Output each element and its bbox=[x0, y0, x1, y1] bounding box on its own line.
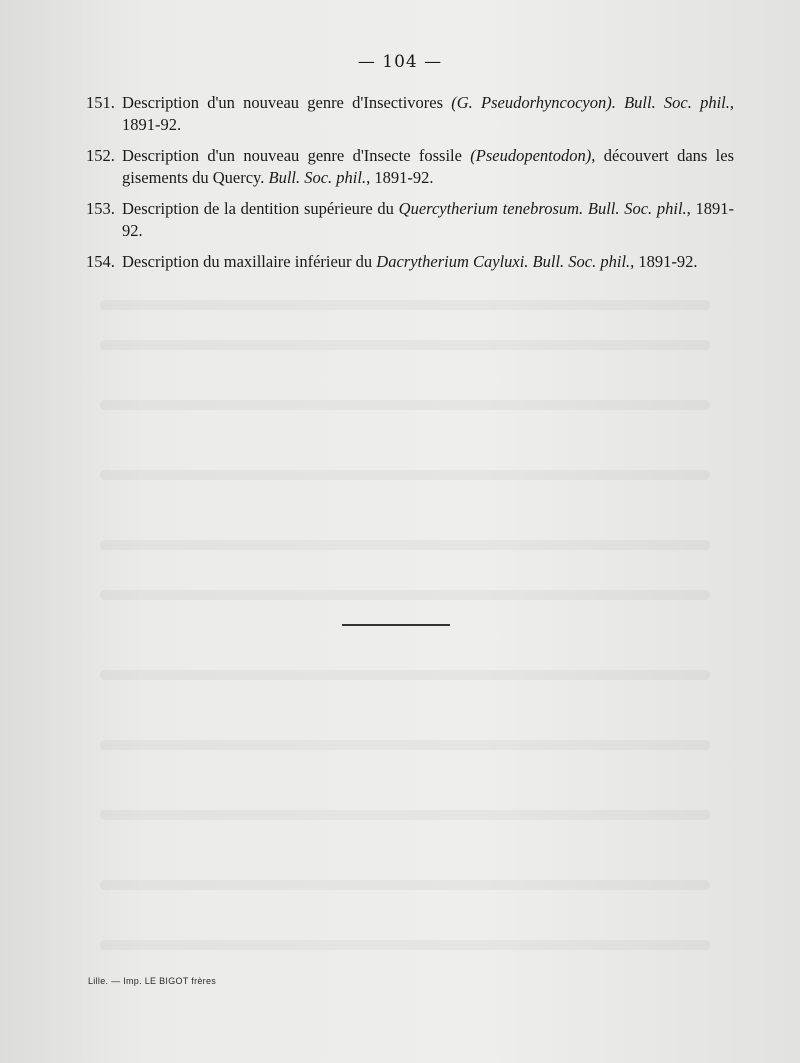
entry-text: , 1891-92. bbox=[630, 252, 698, 271]
entry-italic-text: Quercytherium tenebrosum. Bull. Soc. phil. bbox=[398, 199, 687, 218]
page-number: — 104 — bbox=[357, 52, 443, 72]
entry-text: Description d'un nouveau genre d'Insectivores bbox=[122, 93, 452, 112]
entry-number: 154. bbox=[86, 252, 115, 271]
entry-italic-text: Dacrytherium Cayluxi. Bull. Soc. phil. bbox=[376, 252, 631, 271]
entry-italic-text: (G. Pseudorhyncocyon). Bull. Soc. phil. bbox=[451, 93, 730, 112]
show-through-line bbox=[100, 740, 710, 750]
entry-italic-text: (Pseudopentodon) bbox=[470, 146, 592, 165]
show-through-line bbox=[100, 940, 710, 950]
entry-text: Description de la dentition supérieure du bbox=[122, 199, 399, 218]
show-through-line bbox=[100, 590, 710, 600]
entry-text: Description du maxillaire inférieur du bbox=[122, 252, 377, 271]
entry-number: 153. bbox=[86, 199, 115, 218]
show-through-line bbox=[100, 540, 710, 550]
bibliography-list bbox=[86, 92, 734, 282]
show-through-line bbox=[100, 400, 710, 410]
show-through-line bbox=[100, 300, 710, 310]
entry-number: 151. bbox=[86, 93, 115, 112]
show-through-line bbox=[100, 810, 710, 820]
entry-italic-text: Bull. Soc. phil. bbox=[268, 168, 367, 187]
bibliography-entry bbox=[86, 198, 734, 242]
bibliography-entry bbox=[86, 251, 734, 273]
section-divider bbox=[342, 624, 450, 626]
entry-text: Description d'un nouveau genre d'Insecte fossile bbox=[122, 146, 471, 165]
entry-text: , découvert dans les gisements du Quercy. bbox=[122, 146, 734, 187]
show-through-line bbox=[100, 470, 710, 480]
entry-text: , 1891-92. bbox=[122, 199, 735, 240]
show-through-line bbox=[100, 670, 710, 680]
entry-number: 152. bbox=[86, 146, 115, 165]
show-through-line bbox=[100, 340, 710, 350]
printer-imprint: Lille. — Imp. LE BIGOT frères bbox=[88, 976, 217, 986]
bibliography-entry bbox=[86, 92, 734, 136]
show-through-line bbox=[100, 880, 710, 890]
entry-text: , 1891-92. bbox=[366, 168, 434, 187]
entry-text: , 1891-92. bbox=[122, 93, 735, 134]
bibliography-entry bbox=[86, 145, 734, 189]
